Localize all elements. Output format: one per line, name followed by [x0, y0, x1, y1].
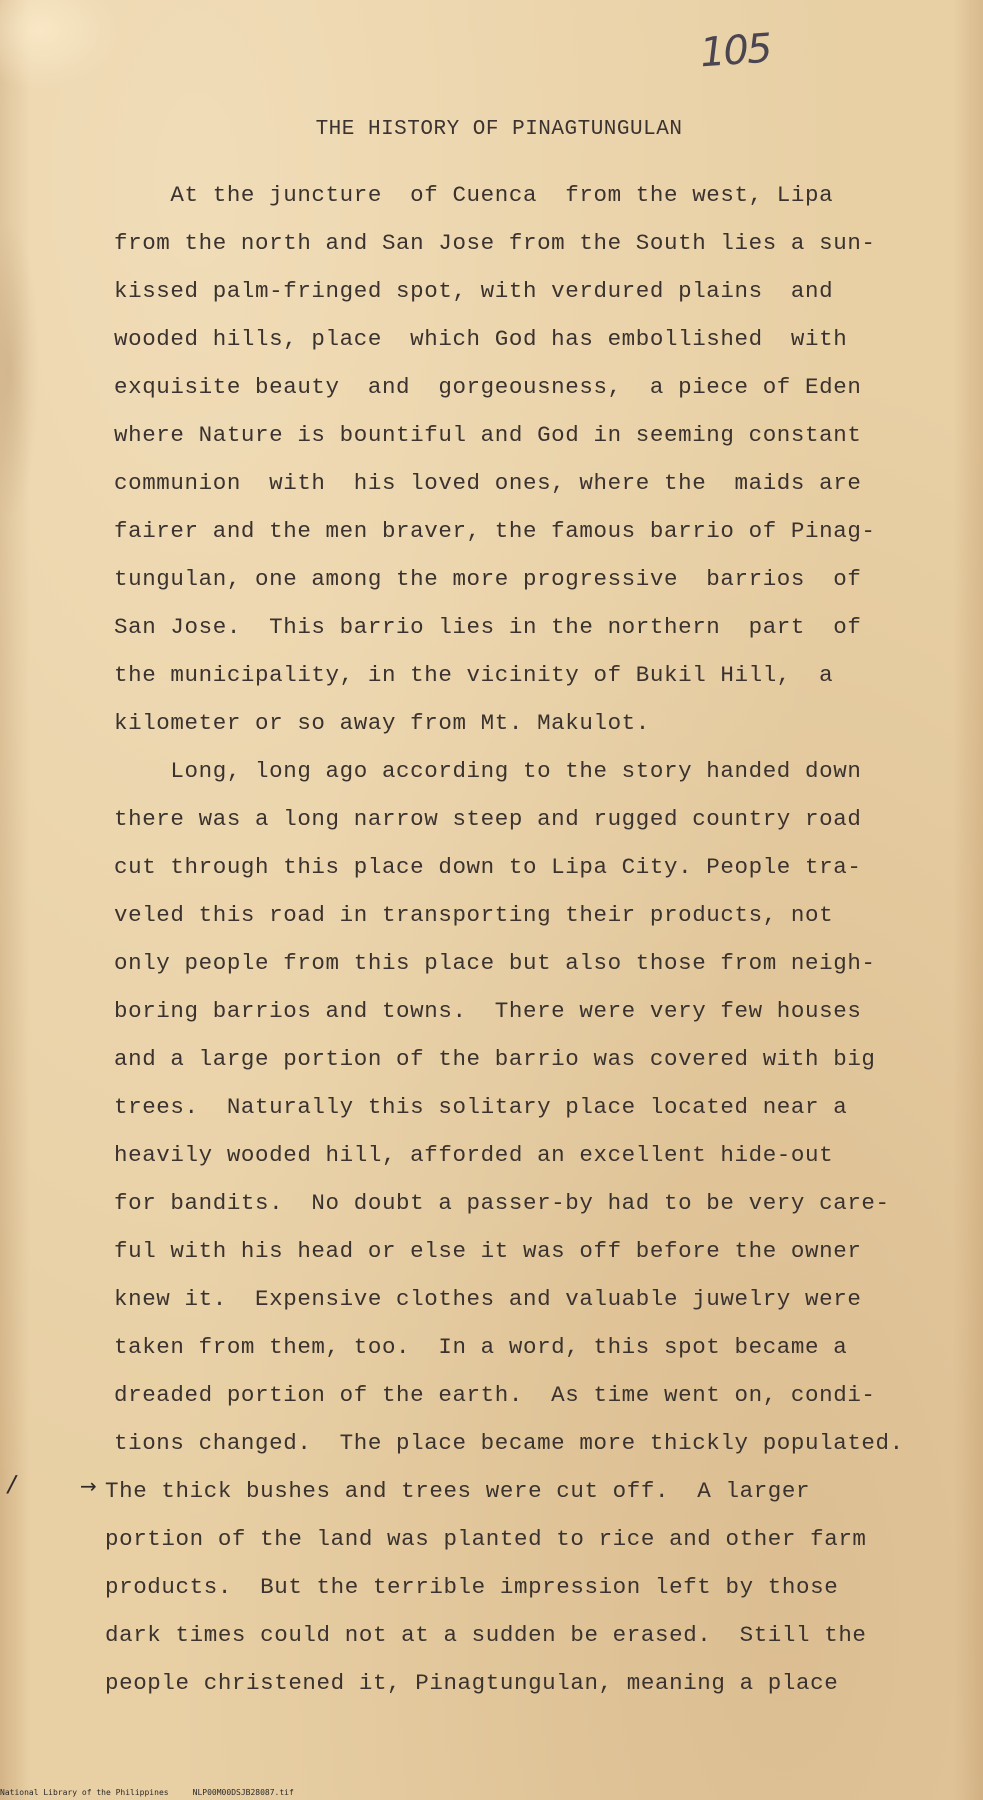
text-line: and a large portion of the barrio was covered with big: [114, 1046, 876, 1072]
handwritten-page-number: 105: [698, 25, 772, 77]
text-line: At the juncture of Cuenca from the west, Lipa: [114, 182, 834, 208]
text-line: fairer and the men braver, the famous barrio of Pinag-: [114, 518, 876, 544]
text-line: wooded hills, place which God has embollished with: [114, 326, 848, 352]
paper-stain: [0, 220, 40, 520]
text-line: cut through this place down to Lipa City. People tra-: [114, 854, 862, 880]
text-line: the municipality, in the vicinity of Bukil Hill, a: [114, 662, 834, 688]
margin-arrow-mark: →: [80, 1474, 97, 1498]
text-line: exquisite beauty and gorgeousness, a piece of Eden: [114, 374, 862, 400]
text-line: people christened it, Pinagtungulan, meaning a place: [105, 1670, 839, 1696]
text-line: The thick bushes and trees were cut off. A larger: [105, 1478, 811, 1504]
text-line: tungulan, one among the more progressive barrios of: [114, 566, 862, 592]
text-line: Long, long ago according to the story handed down: [114, 758, 862, 784]
paper-stain: [0, 0, 120, 90]
text-line: tions changed. The place became more thickly populated.: [114, 1430, 904, 1456]
text-line: from the north and San Jose from the South lies a sun-: [114, 230, 876, 256]
text-line: there was a long narrow steep and rugged country road: [114, 806, 862, 832]
text-line: communion with his loved ones, where the maids are: [114, 470, 862, 496]
text-line: veled this road in transporting their products, not: [114, 902, 834, 928]
text-line: San Jose. This barrio lies in the northern part of: [114, 614, 862, 640]
archive-footer: National Library of the Philippines NLP00M00DSJB28087.tif: [0, 1788, 294, 1797]
text-line: dreaded portion of the earth. As time went on, condi-: [114, 1382, 876, 1408]
text-line: taken from them, too. In a word, this spot became a: [114, 1334, 848, 1360]
margin-slash-mark: /: [5, 1469, 19, 1499]
text-line: where Nature is bountiful and God in seeming constant: [114, 422, 862, 448]
text-line: trees. Naturally this solitary place located near a: [114, 1094, 848, 1120]
text-line: dark times could not at a sudden be erased. Still the: [105, 1622, 867, 1648]
text-line: ful with his head or else it was off before the owner: [114, 1238, 862, 1264]
text-line: kissed palm-fringed spot, with verdured plains and: [114, 278, 834, 304]
text-line: boring barrios and towns. There were very few houses: [114, 998, 862, 1024]
text-line: knew it. Expensive clothes and valuable juwelry were: [114, 1286, 862, 1312]
text-line: portion of the land was planted to rice and other farm: [105, 1526, 867, 1552]
text-line: heavily wooded hill, afforded an excellent hide-out: [114, 1142, 834, 1168]
text-line: kilometer or so away from Mt. Makulot.: [114, 710, 650, 736]
page-title: THE HISTORY OF PINAGTUNGULAN: [315, 118, 683, 141]
text-line: for bandits. No doubt a passer-by had to be very care-: [114, 1190, 890, 1216]
text-line: products. But the terrible impression left by those: [105, 1574, 839, 1600]
text-line: only people from this place but also those from neigh-: [114, 950, 876, 976]
